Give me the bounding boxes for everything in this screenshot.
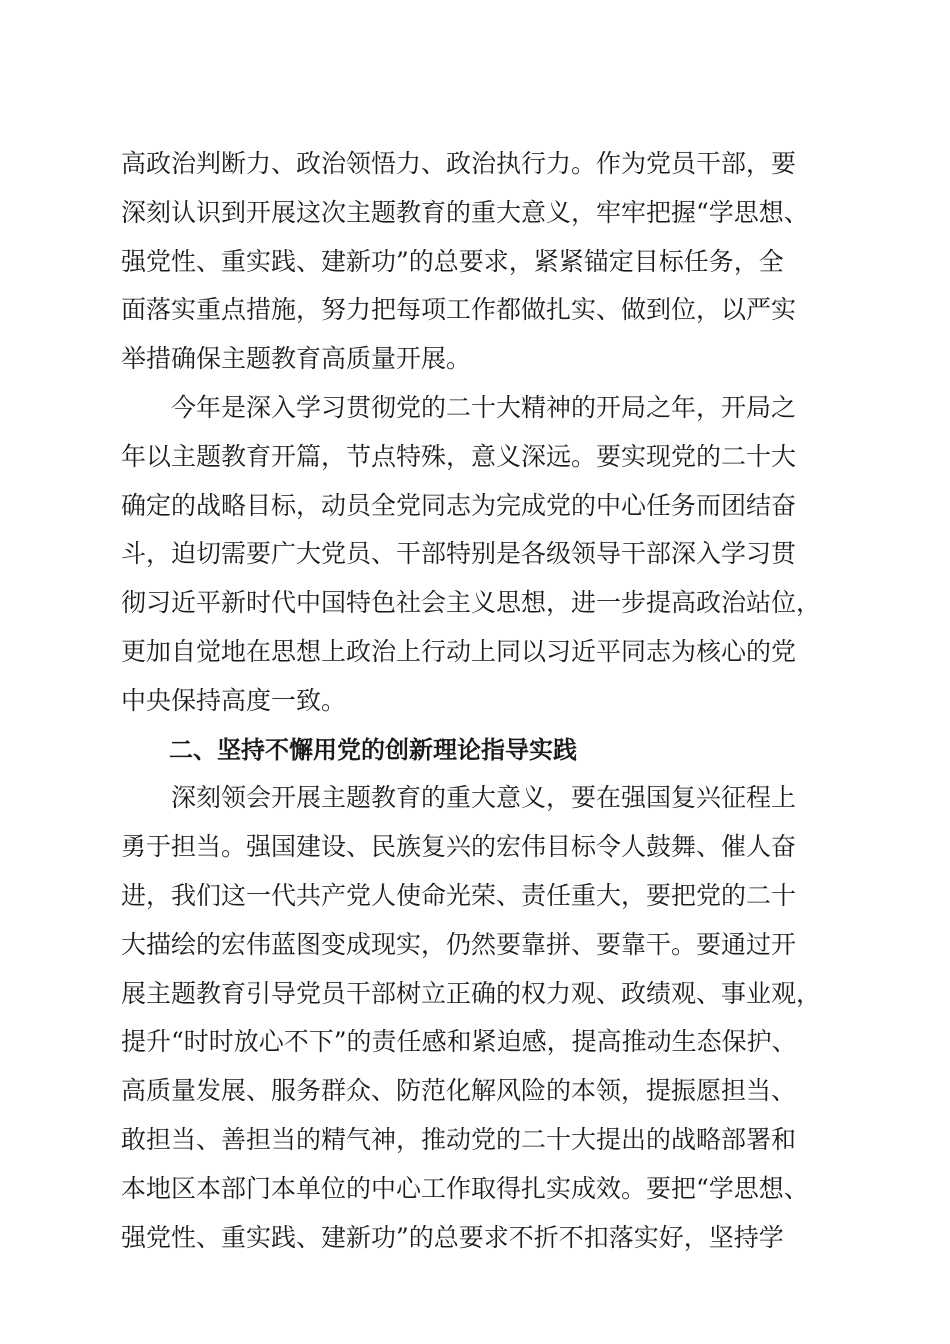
text-line: 中央保持高度一致。 bbox=[121, 685, 347, 715]
text-line: 高政治判断力、政治领悟力、政治执行力。作为党员干部，要 bbox=[121, 149, 797, 178]
text-line: 展主题教育引导党员干部树立正确的权力观、政绩观、事业观， bbox=[121, 978, 822, 1008]
text-line: 大描绘的宏伟蓝图变成现实，仍然要靠拼、要靠干。要通过开 bbox=[121, 929, 797, 959]
section-heading: 二、坚持不懈用党的创新理论指导实践 bbox=[121, 735, 577, 764]
text-line: 举措确保主题教育高质量开展。 bbox=[121, 344, 472, 374]
text-line: 更加自觉地在思想上政治上行动上同以习近平同志为核心的党 bbox=[121, 636, 797, 666]
text-line: 提升“时时放心不下”的责任感和紧迫感，提高推动生态保护、 bbox=[121, 1027, 797, 1057]
text-line: 深刻领会开展主题教育的重大意义，要在强国复兴征程上 bbox=[121, 783, 797, 813]
text-line: 强党性、重实践、建新功”的总要求，紧紧锚定目标任务，全 bbox=[121, 246, 784, 276]
text-line: 本地区本部门本单位的中心工作取得扎实成效。要把“学思想、 bbox=[121, 1173, 809, 1203]
text-line: 深刻认识到开展这次主题教育的重大意义，牢牢把握“学思想、 bbox=[121, 197, 809, 227]
text-line: 确定的战略目标，动员全党同志为完成党的中心任务而团结奋 bbox=[121, 490, 797, 520]
text-line: 高质量发展、服务群众、防范化解风险的本领，提振愿担当、 bbox=[121, 1076, 797, 1106]
text-line: 年以主题教育开篇，节点特殊，意义深远。要实现党的二十大 bbox=[121, 441, 797, 471]
text-line: 面落实重点措施，努力把每项工作都做扎实、做到位，以严实 bbox=[121, 295, 797, 325]
text-line: 斗，迫切需要广大党员、干部特别是各级领导干部深入学习贯 bbox=[121, 539, 797, 569]
text-line: 强党性、重实践、建新功”的总要求不折不扣落实好，坚持学 bbox=[121, 1222, 784, 1252]
text-line: 敢担当、善担当的精气神，推动党的二十大提出的战略部署和 bbox=[121, 1124, 797, 1154]
text-line: 今年是深入学习贯彻党的二十大精神的开局之年，开局之 bbox=[121, 392, 797, 422]
document-body bbox=[121, 140, 831, 1262]
text-line: 进，我们这一代共产党人使命光荣、责任重大，要把党的二十 bbox=[121, 880, 797, 910]
text-line: 彻习近平新时代中国特色社会主义思想，进一步提高政治站位， bbox=[121, 588, 822, 618]
text-line: 勇于担当。强国建设、民族复兴的宏伟目标令人鼓舞、催人奋 bbox=[121, 832, 797, 862]
